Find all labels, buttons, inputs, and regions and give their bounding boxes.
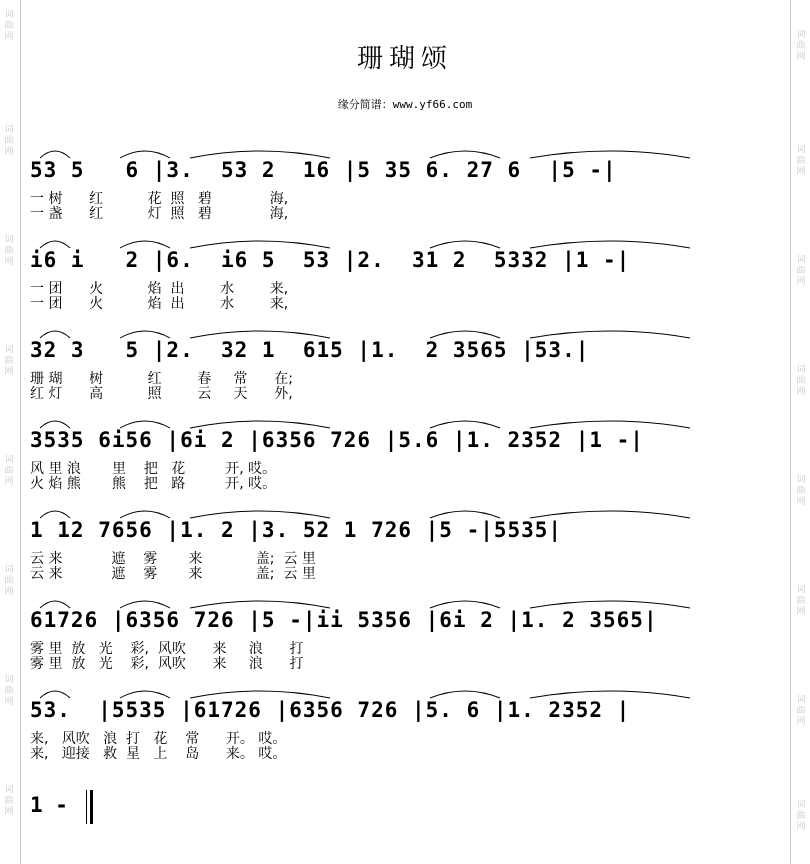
score-system (0, 418, 810, 508)
slur-arc (190, 601, 330, 608)
slur-arc (530, 151, 690, 158)
watermark-right: 词曲网 (796, 585, 806, 617)
jianpu-notes: i6 i 2 |6. i6 5 53 |2. 31 2 5332 |1 -| (30, 248, 631, 272)
slur-arc (120, 511, 170, 518)
slur-arc (40, 151, 70, 158)
slur-arc (190, 331, 330, 338)
lyric-verse-2: 一 团 火 焰 出 水 来, (30, 296, 289, 312)
lyric-verse-1: 风 里 浪 里 把 花 开, 哎。 (30, 461, 277, 477)
watermark-left: 词曲网 (4, 10, 14, 42)
notation-line (0, 148, 810, 190)
slur-arc (190, 241, 330, 248)
slur-arc (40, 691, 70, 698)
notation-line (0, 238, 810, 280)
watermark-left: 词曲网 (4, 785, 14, 817)
score-system (0, 688, 810, 778)
score-system (0, 508, 810, 598)
watermark-left: 词曲网 (4, 345, 14, 377)
slur-arc (430, 241, 500, 248)
watermark-left: 词曲网 (4, 675, 14, 707)
lyric-verse-2: 云 来 遮 雾 来 盖; 云 里 (30, 566, 316, 582)
lyric-verse-2: 雾 里 放 光 彩, 风吹 来 浪 打 (30, 656, 304, 672)
slur-arc (430, 331, 500, 338)
jianpu-notes: 3535 6i56 |6i 2 |6356 726 |5.6 |1. 2352 |1 -| (30, 428, 644, 452)
jianpu-notes: 53 5 6 |3. 53 2 16 |5 35 6. 27 6 |5 -| (30, 158, 617, 182)
watermark-right: 词曲网 (796, 695, 806, 727)
slur-arc (530, 691, 690, 698)
slur-arc (120, 331, 170, 338)
notation-line (0, 688, 810, 730)
score-system (0, 148, 810, 238)
watermark-right: 词曲网 (796, 475, 806, 507)
slur-arc (430, 691, 500, 698)
slur-arc (530, 241, 690, 248)
watermark-right: 词曲网 (796, 365, 806, 397)
lyric-verse-2: 来, 迎接 救 星 上 岛 来。 哎。 (30, 746, 287, 762)
lyric-verse-1: 一 团 火 焰 出 水 来, (30, 281, 289, 297)
watermark-left: 词曲网 (4, 235, 14, 267)
watermark-left: 词曲网 (4, 125, 14, 157)
notation-line (0, 508, 810, 550)
slur-arc (430, 151, 500, 158)
slur-arc (190, 511, 330, 518)
slur-arc (530, 511, 690, 518)
final-note: 1 - (30, 793, 68, 817)
song-title: 珊瑚颂 (356, 44, 453, 74)
slur-arc (40, 421, 70, 428)
lyric-verse-1: 一 树 红 花 照 碧 海, (30, 191, 289, 207)
slur-arc (430, 601, 500, 608)
notation-line (0, 418, 810, 460)
watermark-right: 词曲网 (796, 30, 806, 62)
watermark-left: 词曲网 (4, 565, 14, 597)
slur-arc (190, 421, 330, 428)
final-barline-thick (90, 790, 93, 824)
notation-line (0, 598, 810, 640)
lyric-verse-1: 雾 里 放 光 彩, 风吹 来 浪 打 (30, 641, 304, 657)
slur-arc (120, 241, 170, 248)
watermark-right: 词曲网 (796, 800, 806, 832)
score-system (0, 598, 810, 688)
jianpu-notes: 53. |5535 |61726 |6356 726 |5. 6 |1. 2352 | (30, 698, 631, 722)
lyric-verse-2: 红 灯 高 照 云 天 外, (30, 386, 293, 402)
watermark-right: 词曲网 (796, 145, 806, 177)
jianpu-notes: 32 3 5 |2. 32 1 615 |1. 2 3565 |53.| (30, 338, 590, 362)
lyric-verse-1: 来, 风吹 浪 打 花 常 开。 哎。 (30, 731, 287, 747)
lyric-verse-2: 一 盏 红 灯 照 碧 海, (30, 206, 289, 222)
slur-arc (430, 421, 500, 428)
slur-arc (530, 331, 690, 338)
slur-arc (120, 601, 170, 608)
score-system (0, 238, 810, 328)
jianpu-notes: 1 12 7656 |1. 2 |3. 52 1 726 |5 -|5535| (30, 518, 563, 542)
watermark-left: 词曲网 (4, 455, 14, 487)
slur-arc (530, 601, 690, 608)
slur-arc (190, 691, 330, 698)
score-system (0, 328, 810, 418)
lyric-verse-1: 云 来 遮 雾 来 盖; 云 里 (30, 551, 316, 567)
lyric-verse-2: 火 焰 熊 熊 把 路 开, 哎。 (30, 476, 277, 492)
watermark-right: 词曲网 (796, 255, 806, 287)
slur-arc (120, 691, 170, 698)
final-barline-thin (86, 790, 87, 824)
notation-line (0, 328, 810, 370)
slur-arc (40, 511, 70, 518)
slur-arc (40, 331, 70, 338)
slur-arc (120, 421, 170, 428)
slur-arc (40, 241, 70, 248)
lyric-verse-1: 珊 瑚 树 红 春 常 在; (30, 371, 293, 387)
slur-arc (40, 601, 70, 608)
slur-arc (430, 511, 500, 518)
jianpu-notes: 61726 |6356 726 |5 -|ii 5356 |6i 2 |1. 2 3565| (30, 608, 658, 632)
slur-arc (190, 151, 330, 158)
source-credit: 缘分简谱：www.yf66.com (337, 98, 473, 111)
slur-arc (120, 151, 170, 158)
slur-arc (530, 421, 690, 428)
